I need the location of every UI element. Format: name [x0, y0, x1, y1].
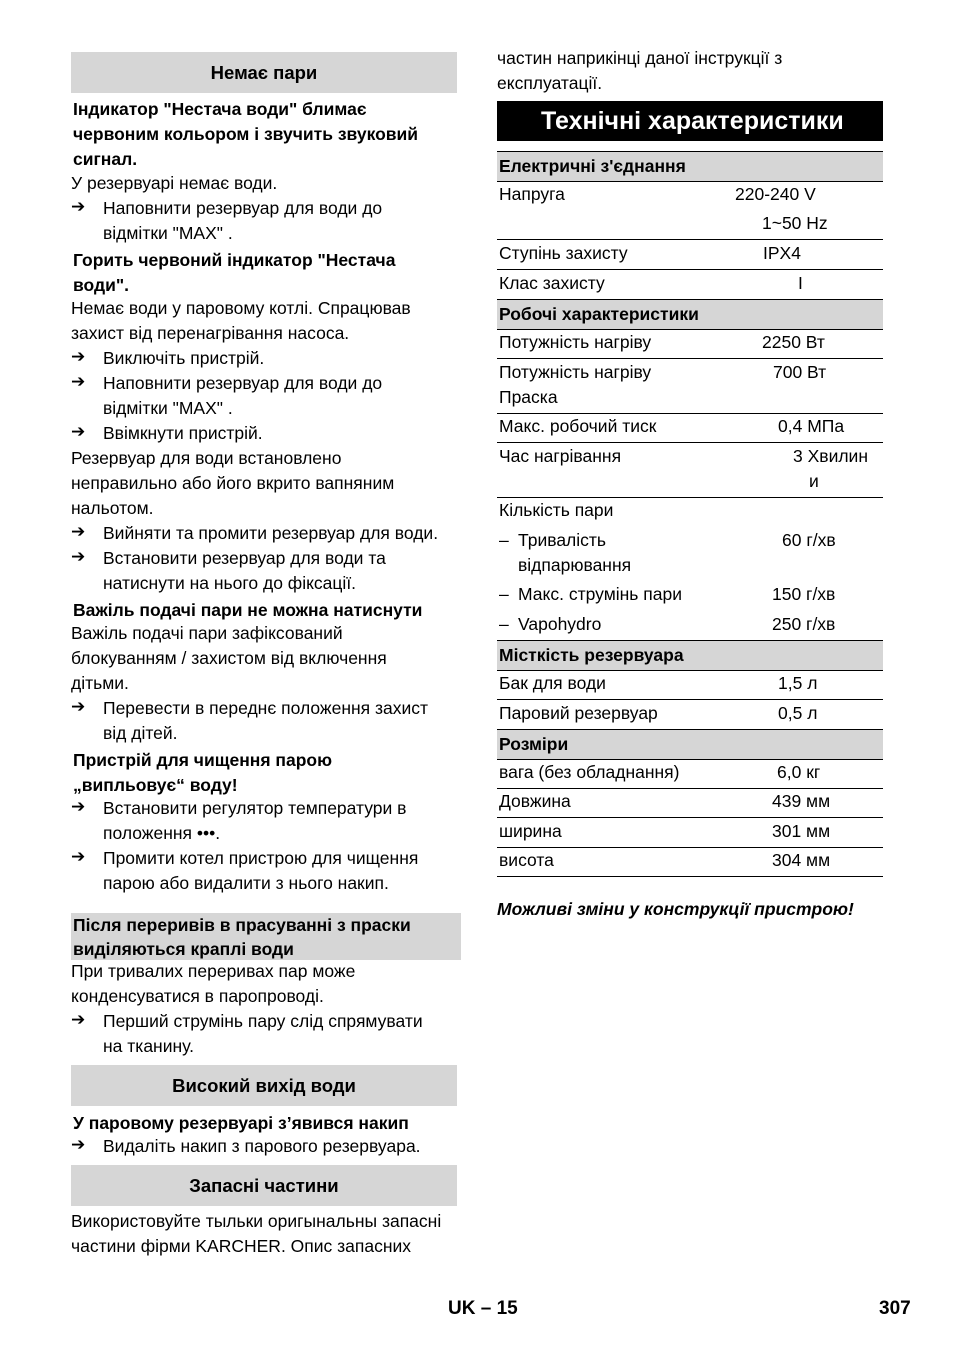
table-row: Макс. робочий тиск 0,4 МПа — [497, 414, 883, 443]
table-section-row: Електричні з'єднання — [497, 151, 883, 182]
fault-cause-text: Важіль подачі пари зафіксований блокуванням / захистом від включення дітьми. — [71, 623, 387, 693]
table-row: Потужність нагріву 2250 Вт — [497, 329, 883, 359]
table-row: ширина 301 мм — [497, 818, 883, 848]
table-row: Ступінь захисту IPX4 — [497, 240, 883, 270]
arrow-right-icon: ➔ — [71, 197, 86, 216]
table-row: Паровий резервуар 0,5 л — [497, 700, 883, 730]
section-heading-high-water: Високий вихід води — [71, 1065, 457, 1106]
fault-title-spits-water: Пристрій для чищення парою „випльовує“ воду! — [73, 750, 333, 795]
fault-title-water-shortage: Індикатор "Нестача води" блимає червоним кольором і звучить звуковий сигнал. — [73, 99, 419, 169]
arrow-right-icon: ➔ — [71, 847, 86, 866]
arrow-right-icon: ➔ — [71, 422, 86, 441]
fault-title-scale: У паровому резервуарі з’явився накип — [73, 1113, 409, 1133]
footer-section-label: UK – 15 — [448, 1298, 518, 1319]
dash-icon: – — [499, 584, 509, 604]
fault-cause-text: Резервуар для води встановлено неправильно або його вкрито вапняним нальотом. — [71, 448, 395, 518]
table-row: Напруга 220-240 V — [499, 184, 816, 204]
design-change-note: Можливі зміни у конструкції пристрою! — [497, 899, 854, 919]
continued-text: частин наприкінці даної інструкції з експлуатації. — [497, 48, 783, 93]
table-row: – Vapohydro 250 г/хв — [497, 611, 883, 641]
arrow-right-icon: ➔ — [71, 797, 86, 816]
dash-icon: – — [499, 614, 509, 634]
table-row: Час нагрівання 3 Хвилин и — [497, 443, 883, 498]
table-row: Бак для води 1,5 л — [497, 670, 883, 700]
arrow-right-icon: ➔ — [71, 1010, 86, 1029]
table-row: висота 304 мм — [497, 847, 883, 877]
arrow-right-icon: ➔ — [71, 1135, 86, 1154]
page-number: 307 — [879, 1298, 911, 1319]
table-row: вага (без обладнання) 6,0 кг — [497, 759, 883, 789]
fault-cause-text: У резервуарі немає води. — [71, 173, 278, 193]
arrow-right-icon: ➔ — [71, 347, 86, 366]
table-row: – Тривалість відпарювання 60 г/хв — [499, 530, 836, 575]
spare-parts-text: Використовуйте тыльки оригынальны запасні частини фірми KARCHER. Опис запасних — [71, 1211, 442, 1256]
arrow-right-icon: ➔ — [71, 547, 86, 566]
table-row: Довжина 439 мм — [497, 788, 883, 818]
section-heading-no-steam: Немає пари — [71, 52, 457, 93]
fault-title-red-indicator: Горить червоний індикатор "Нестача води". — [73, 250, 396, 295]
table-section-row: Місткість резервуара — [497, 640, 883, 671]
table-section-row: Розміри — [497, 729, 883, 760]
dash-icon: – — [499, 530, 509, 550]
section-heading-drops: Після переривів в прасуванні з праски виділяються краплі води — [71, 913, 461, 960]
arrow-right-icon: ➔ — [71, 522, 86, 541]
table-row: 1~50 Hz — [497, 210, 883, 240]
fault-cause-text: При тривалих перериваx пар може конденсуватися в паропроводі. — [71, 961, 356, 1006]
section-heading-spare-parts: Запасні частини — [71, 1165, 457, 1206]
table-section-row: Робочі характеристики — [497, 299, 883, 330]
table-row: Клас захисту I — [497, 270, 883, 300]
arrow-right-icon: ➔ — [71, 372, 86, 391]
tech-specs-title: Технічні характеристики — [497, 101, 883, 141]
table-row: – Макс. струмінь пари 150 г/хв — [497, 581, 883, 610]
table-row: Кількість пари — [499, 500, 614, 520]
fault-title-steam-lever: Важіль подачі пари не можна натиснути — [73, 600, 423, 620]
table-row: Потужність нагріву Праска 700 Вт — [497, 359, 883, 414]
fault-cause-text: Немає води у паровому котлі. Спрацював захист від перенагрівання насоса. — [71, 298, 411, 343]
arrow-right-icon: ➔ — [71, 697, 86, 716]
